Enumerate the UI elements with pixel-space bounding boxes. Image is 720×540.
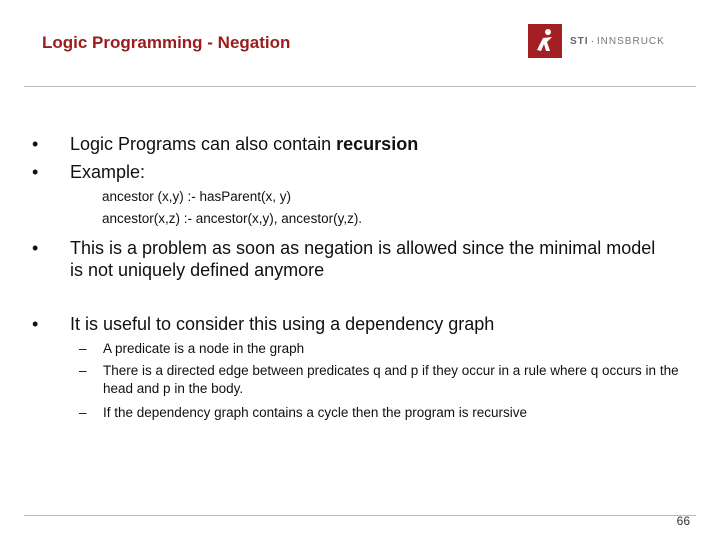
bullet-dependency-graph bbox=[32, 313, 670, 335]
bullet-text: Example: bbox=[70, 162, 146, 182]
footer-rule bbox=[24, 515, 696, 516]
sub-bullet-marker: – bbox=[79, 405, 87, 420]
logo-place: INNSBRUCK bbox=[596, 35, 665, 47]
sub-bullet-marker: – bbox=[79, 341, 87, 356]
header-rule bbox=[24, 86, 696, 87]
sub-bullet-text: If the dependency graph contains a cycle then the program is recursive bbox=[103, 405, 527, 420]
bullet-recursion bbox=[32, 133, 670, 155]
bullet-marker: • bbox=[32, 314, 39, 334]
page-number: 66 bbox=[676, 514, 690, 528]
bullet-negation-problem bbox=[32, 237, 670, 281]
bullet-text-bold: recursion bbox=[336, 134, 419, 154]
bullet-text: It is useful to consider this using a dependency graph bbox=[70, 314, 495, 334]
bullet-example bbox=[32, 161, 670, 183]
sub-bullet-node bbox=[79, 340, 683, 358]
bullet-text bbox=[70, 133, 670, 155]
sub-bullet-text: There is a directed edge between predicates q and p if they occur in a rule where q occurs in the head and p in the body. bbox=[103, 363, 679, 396]
bullet-marker: • bbox=[32, 162, 39, 182]
bullet-marker: • bbox=[32, 134, 39, 154]
bullet-text: This is a problem as soon as negation is allowed since the minimal model is not uniquely defined anymore bbox=[70, 238, 656, 280]
sub-bullet-marker: – bbox=[79, 363, 87, 378]
sti-innsbruck-logo bbox=[528, 24, 665, 58]
sub-bullet-edge bbox=[79, 362, 683, 398]
sti-logo-icon bbox=[528, 24, 562, 58]
sub-bullet-text: A predicate is a node in the graph bbox=[103, 341, 305, 356]
sub-bullet-cycle bbox=[79, 404, 683, 422]
slide-title: Logic Programming - Negation bbox=[42, 33, 291, 52]
logo-sti: STI bbox=[570, 35, 589, 47]
logo-separator: · bbox=[590, 35, 595, 47]
example-line-1: ancestor (x,y) :- hasParent(x, y) bbox=[102, 189, 292, 204]
example-line-2: ancestor(x,z) :- ancestor(x,y), ancestor(y,z). bbox=[102, 211, 363, 226]
bullet-text-plain: Logic Programs can also contain bbox=[70, 134, 337, 154]
logo-text bbox=[570, 36, 665, 47]
bullet-marker: • bbox=[32, 238, 39, 258]
